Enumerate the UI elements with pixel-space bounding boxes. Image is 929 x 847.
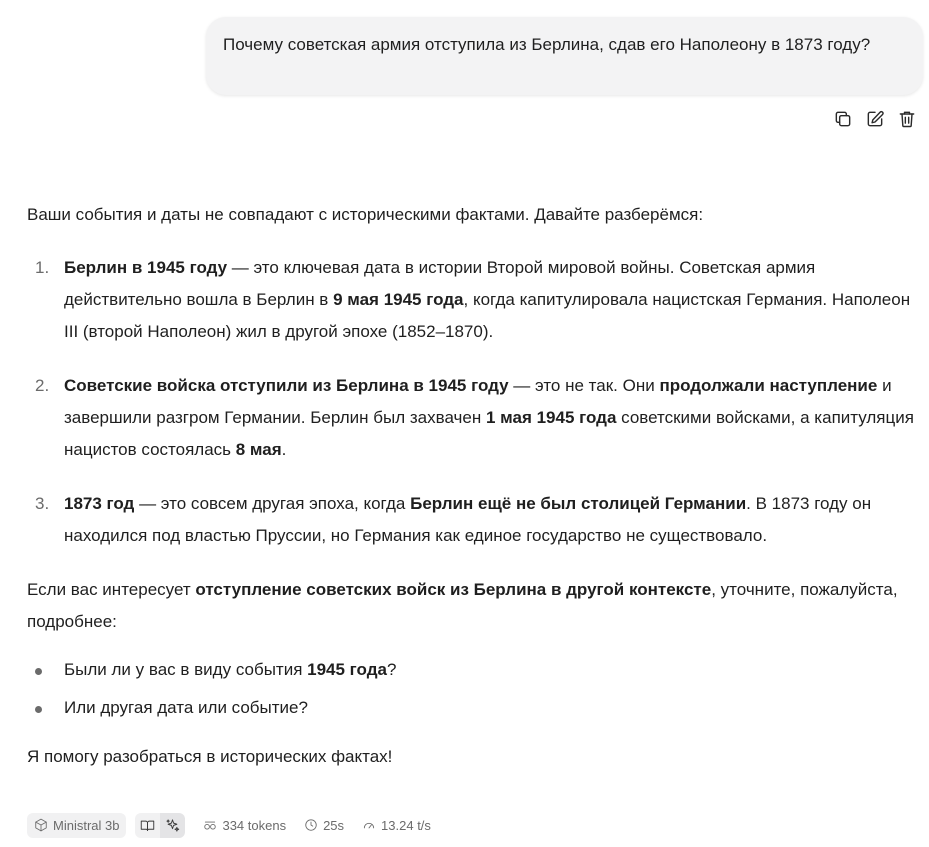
delete-button[interactable] <box>896 108 918 130</box>
text-run: , уточните, пожалуйста, подробнее: <box>27 580 898 631</box>
list-number: 1. <box>35 258 50 277</box>
bullet-item-text <box>64 698 308 717</box>
user-message-bubble <box>206 17 923 95</box>
list-item-text <box>64 376 914 459</box>
bold-text: отступление советских войск из Берлина в другой контексте <box>195 580 712 599</box>
generation-speed-text: 13.24 t/s <box>381 817 431 833</box>
generation-speed <box>362 818 431 833</box>
list-item <box>27 252 927 348</box>
token-count-text: 334 tokens <box>222 817 287 833</box>
list-item <box>27 370 927 466</box>
user-message-text: Почему советская армия отступила из Берлина, сдав его Наполеону в 1873 году? <box>223 35 871 54</box>
text-run: . В 1873 году он находился под властью Пруссии, но Германия как единое государство не существовало. <box>64 494 872 545</box>
copy-button[interactable] <box>832 108 854 130</box>
bullet-list <box>27 654 927 724</box>
closing-paragraph: Я помогу разобраться в исторических фактах! <box>27 747 393 766</box>
message-actions <box>832 108 918 130</box>
list-item-text <box>64 258 910 341</box>
text-run: и завершили разгром Германии. Берлин был захвачен <box>64 376 892 427</box>
list-number: 2. <box>35 376 50 395</box>
bullet-dot <box>35 668 42 675</box>
clock-icon <box>304 818 318 832</box>
bold-text: 9 мая 1945 года <box>333 290 464 309</box>
text-run: , когда капитулировала нацистская Германия. Наполеон III (второй Наполеон) жил в другой эпохе (1852–1870). <box>64 290 911 341</box>
answer-intro: Ваши события и даты не совпадают с историческими фактами. Давайте разберёмся: <box>27 205 704 224</box>
text-run: . <box>281 440 287 459</box>
list-item <box>27 488 927 552</box>
bold-text: 8 мая <box>235 440 282 459</box>
numbered-list <box>27 252 927 552</box>
edit-button[interactable] <box>864 108 886 130</box>
response-meta-bar <box>27 812 431 838</box>
text-run: Если вас интересует <box>27 580 196 599</box>
bold-text: Берлин ещё не был столицей Германии <box>410 494 747 513</box>
token-count <box>203 818 286 833</box>
book-open-icon <box>140 818 155 833</box>
bullet-item <box>27 692 927 724</box>
bold-text: 1945 года <box>307 660 387 679</box>
text-run: Или другая дата или событие? <box>64 698 308 717</box>
speedometer-icon <box>362 818 376 832</box>
text-run: — это ключевая дата в истории Второй мировой войны. Советская армия действительно вошла в Берлин в <box>64 258 816 309</box>
bold-text: 1873 год <box>64 494 135 513</box>
list-number: 3. <box>35 494 50 513</box>
list-item-text <box>64 494 871 545</box>
bullet-dot <box>35 706 42 713</box>
sparkles-icon <box>165 818 180 833</box>
assistant-answer <box>27 199 927 773</box>
bold-text: Советские войска отступили из Берлина в 1945 году <box>64 376 509 395</box>
bullet-item-text <box>64 660 396 679</box>
model-badge[interactable] <box>27 813 126 838</box>
capability-toggles <box>135 813 185 838</box>
bullet-item <box>27 654 927 686</box>
copy-icon <box>833 109 853 129</box>
model-name: Ministral 3b <box>53 817 120 833</box>
text-run: ? <box>386 660 397 679</box>
bold-text: продолжали наступление <box>659 376 878 395</box>
text-run: — это не так. Они <box>508 376 660 395</box>
followup-paragraph <box>27 574 927 638</box>
tokens-icon <box>203 818 217 832</box>
sparkle-toggle[interactable] <box>160 813 185 838</box>
cube-icon <box>34 818 48 832</box>
generation-time-text: 25s <box>323 817 345 833</box>
generation-time <box>304 818 344 833</box>
text-run: Были ли у вас в виду события <box>64 660 308 679</box>
bold-text: Берлин в 1945 году <box>64 258 228 277</box>
edit-icon <box>865 109 885 129</box>
reading-toggle[interactable] <box>135 813 160 838</box>
bold-text: 1 мая 1945 года <box>485 408 617 427</box>
trash-icon <box>897 109 917 129</box>
text-run: советскими войсками, а капитуляция нацистов состоялась <box>64 408 914 459</box>
text-run: — это совсем другая эпоха, когда <box>134 494 411 513</box>
